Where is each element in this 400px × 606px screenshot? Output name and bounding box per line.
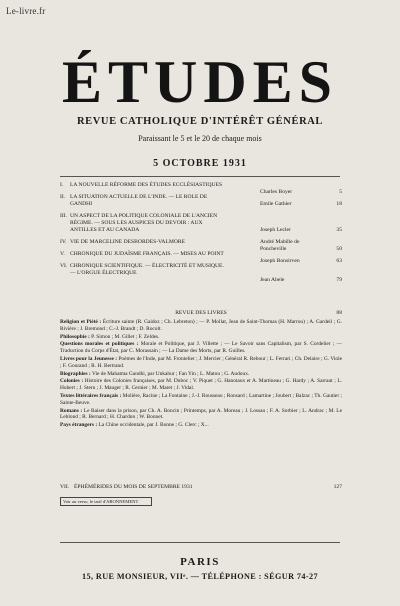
toc-author: Charles Boyer	[260, 189, 293, 195]
toc-title: LA SITUATION ACTUELLE DE L'INDE. — LE ROLE DE GANDHI	[70, 194, 208, 207]
toc-number: IV.	[60, 239, 67, 245]
book-category	[60, 356, 342, 370]
brand-mark: Le-livre.fr	[6, 6, 46, 16]
toc-number: I.	[60, 182, 64, 188]
toc-title: ÉPHÉMÉRIDES DU MOIS DE SEPTEMBRE 1931	[74, 484, 193, 490]
book-category-text: Vie de Mahatma Gandhi, par Unkahur ; Fan Yin ; L. Matou ; G. Audoux.	[91, 370, 250, 377]
book-category-label: Biographies :	[60, 370, 91, 377]
book-category-text: P. Simon ; M. Gillet ; F. Zeldes.	[91, 333, 160, 340]
toc-page: 18	[336, 201, 342, 207]
publisher-address: 15, RUE MONSIEUR, VIIᵉ. — TÉLÉPHONE : SÉGUR 74-27	[82, 572, 318, 581]
toc-author: André Mabille de Poncheville	[260, 239, 300, 252]
book-category-text: Histoire des Colonies françaises, par M. Duboc ; V. Piquet ; G. Hanotaux et A. Martineau ; G. Hardy ; A. Sarraut ; L. Hubert ; J. Stern ; J. Mauger ; R. Cernier ; M. Maret ; J. Vidal.	[60, 378, 342, 392]
toc-entry-ephemerides	[60, 484, 342, 490]
toc-number: V.	[60, 251, 65, 257]
book-category-text: Morale et Politique, par J. Villette ; — Le Savoir sans Capitalism, par S. Cordelier ; — Traduction du Corps d'État, par C. Morassain ; — La Dame des Morts, par R. Guilles.	[60, 341, 342, 355]
book-category-label: Romans :	[60, 407, 83, 414]
book-category	[60, 378, 342, 392]
book-category	[60, 341, 342, 355]
book-category-text: La Chine occidentale, par J. Bonne ; G. Clerc ; X...	[98, 422, 209, 429]
book-category-label: Questions morales et politiques :	[60, 341, 139, 348]
publisher-city: PARIS	[180, 556, 220, 568]
book-category	[60, 334, 342, 341]
journal-subtitle: REVUE CATHOLIQUE D'INTÉRÊT GÉNÉRAL	[76, 116, 324, 127]
book-review-page: 88	[336, 310, 342, 316]
toc-page: 63	[336, 258, 342, 264]
book-category-label: Colonies :	[60, 378, 84, 385]
toc-page: 79	[336, 277, 342, 283]
toc-page: 50	[336, 246, 342, 252]
book-category-text: Le Baiser dans la prison, par Ch. A. Boncin ; Printemps, par A. Moreau ; J. Lossau ; F. A. Sorbier ; L. Andrac ; M. Le Leblond ; R. Bernard ; H. Chardon ; W. Bonnet.	[60, 407, 342, 421]
divider	[60, 542, 340, 543]
toc-number: VII.	[60, 484, 70, 490]
toc-entry	[60, 263, 342, 283]
issue-date: 5 OCTOBRE 1931	[153, 158, 247, 169]
book-category-text: Écriture sainte (R. Gaidoz ; Ch. Lebreton) ; — P. Mollat, Jean de Saint-Thomas (H. Marrou) ; A. Gardeil ; G. Rivière ; J. Bremond ; C.-J. Brandt ; D. Rocolt.	[60, 319, 342, 332]
book-category	[60, 319, 342, 333]
toc-author: Jean Abele	[260, 277, 285, 283]
book-category-label: Pays étrangers :	[60, 422, 98, 429]
toc-title: CHRONIQUE SCIENTIFIQUE. — ÉLECTRICITÉ ET MUSIQUE. — L'ORGUE ÉLECTRIQUE	[70, 263, 224, 276]
toc-entry	[60, 239, 342, 252]
book-review-label: REVUE DES LIVRES	[175, 310, 227, 316]
journal-title: ÉTUDES	[61, 49, 339, 115]
toc-entry	[60, 194, 342, 208]
table-of-contents	[60, 182, 342, 282]
toc-title: UN ASPECT DE LA POLITIQUE COLONIALE DE L'ANCIEN RÉGIME. — SOUS LES AUSPICES DU DEVOIR : AUX ANTILLES ET AU CANADA	[70, 213, 218, 233]
toc-title: CHRONIQUE DU JUDAÏSME FRANÇAIS. — MISES AU POINT	[70, 251, 224, 257]
toc-author: Joseph Bonsirven	[260, 258, 300, 264]
book-category	[60, 422, 342, 429]
book-category	[60, 393, 342, 407]
toc-entry	[60, 251, 342, 264]
publication-frequency: Paraissant le 5 et le 20 de chaque mois	[138, 134, 262, 143]
toc-title: LA NOUVELLE RÉFORME DES ÉTUDES ECCLÉSIASTIQUES	[70, 182, 223, 188]
book-category-label: Textes littéraires français :	[60, 392, 122, 399]
toc-page: 35	[336, 227, 342, 233]
toc-page: 5	[339, 189, 342, 195]
toc-entry	[60, 213, 342, 234]
toc-number: III.	[60, 213, 67, 219]
book-review-list	[60, 319, 342, 430]
book-category-text: Molière, Racine ; La Fontaine ; J.-J. Rousseau ; Ronsard ; Lamartine ; Joubert ; Balzac ; Th. Gautier ; Sainte-Beuve.	[60, 392, 342, 406]
toc-entry	[60, 182, 342, 195]
toc-author: Joseph Lecler	[260, 227, 291, 233]
book-category-text: Poèmes de l'Inde, par M. Frontelier ; J. Mercier ; Général R. Rebour ; L. Ferrari ; Ch. Delaire ; G. Viole ; F. Gourand ; R. H. Bertrand.	[60, 355, 342, 369]
book-category-label: Religion et Piété :	[60, 319, 102, 325]
toc-author: Emile Gathier	[260, 201, 292, 207]
toc-number: II.	[60, 194, 66, 200]
book-category-label: Livres pour la Jeunesse :	[60, 355, 118, 362]
toc-title: VIE DE MARCELINE DESBORDES-VALMORE	[70, 239, 186, 245]
toc-number: VI.	[60, 263, 68, 269]
divider	[60, 176, 340, 177]
book-category	[60, 371, 342, 378]
book-category	[60, 408, 342, 422]
toc-page: 127	[333, 484, 342, 490]
book-category-label: Philosophie :	[60, 333, 90, 340]
book-review-heading	[60, 310, 342, 316]
subscription-notice: Voir au verso, le tarif d'ABONNEMENT	[60, 497, 152, 506]
